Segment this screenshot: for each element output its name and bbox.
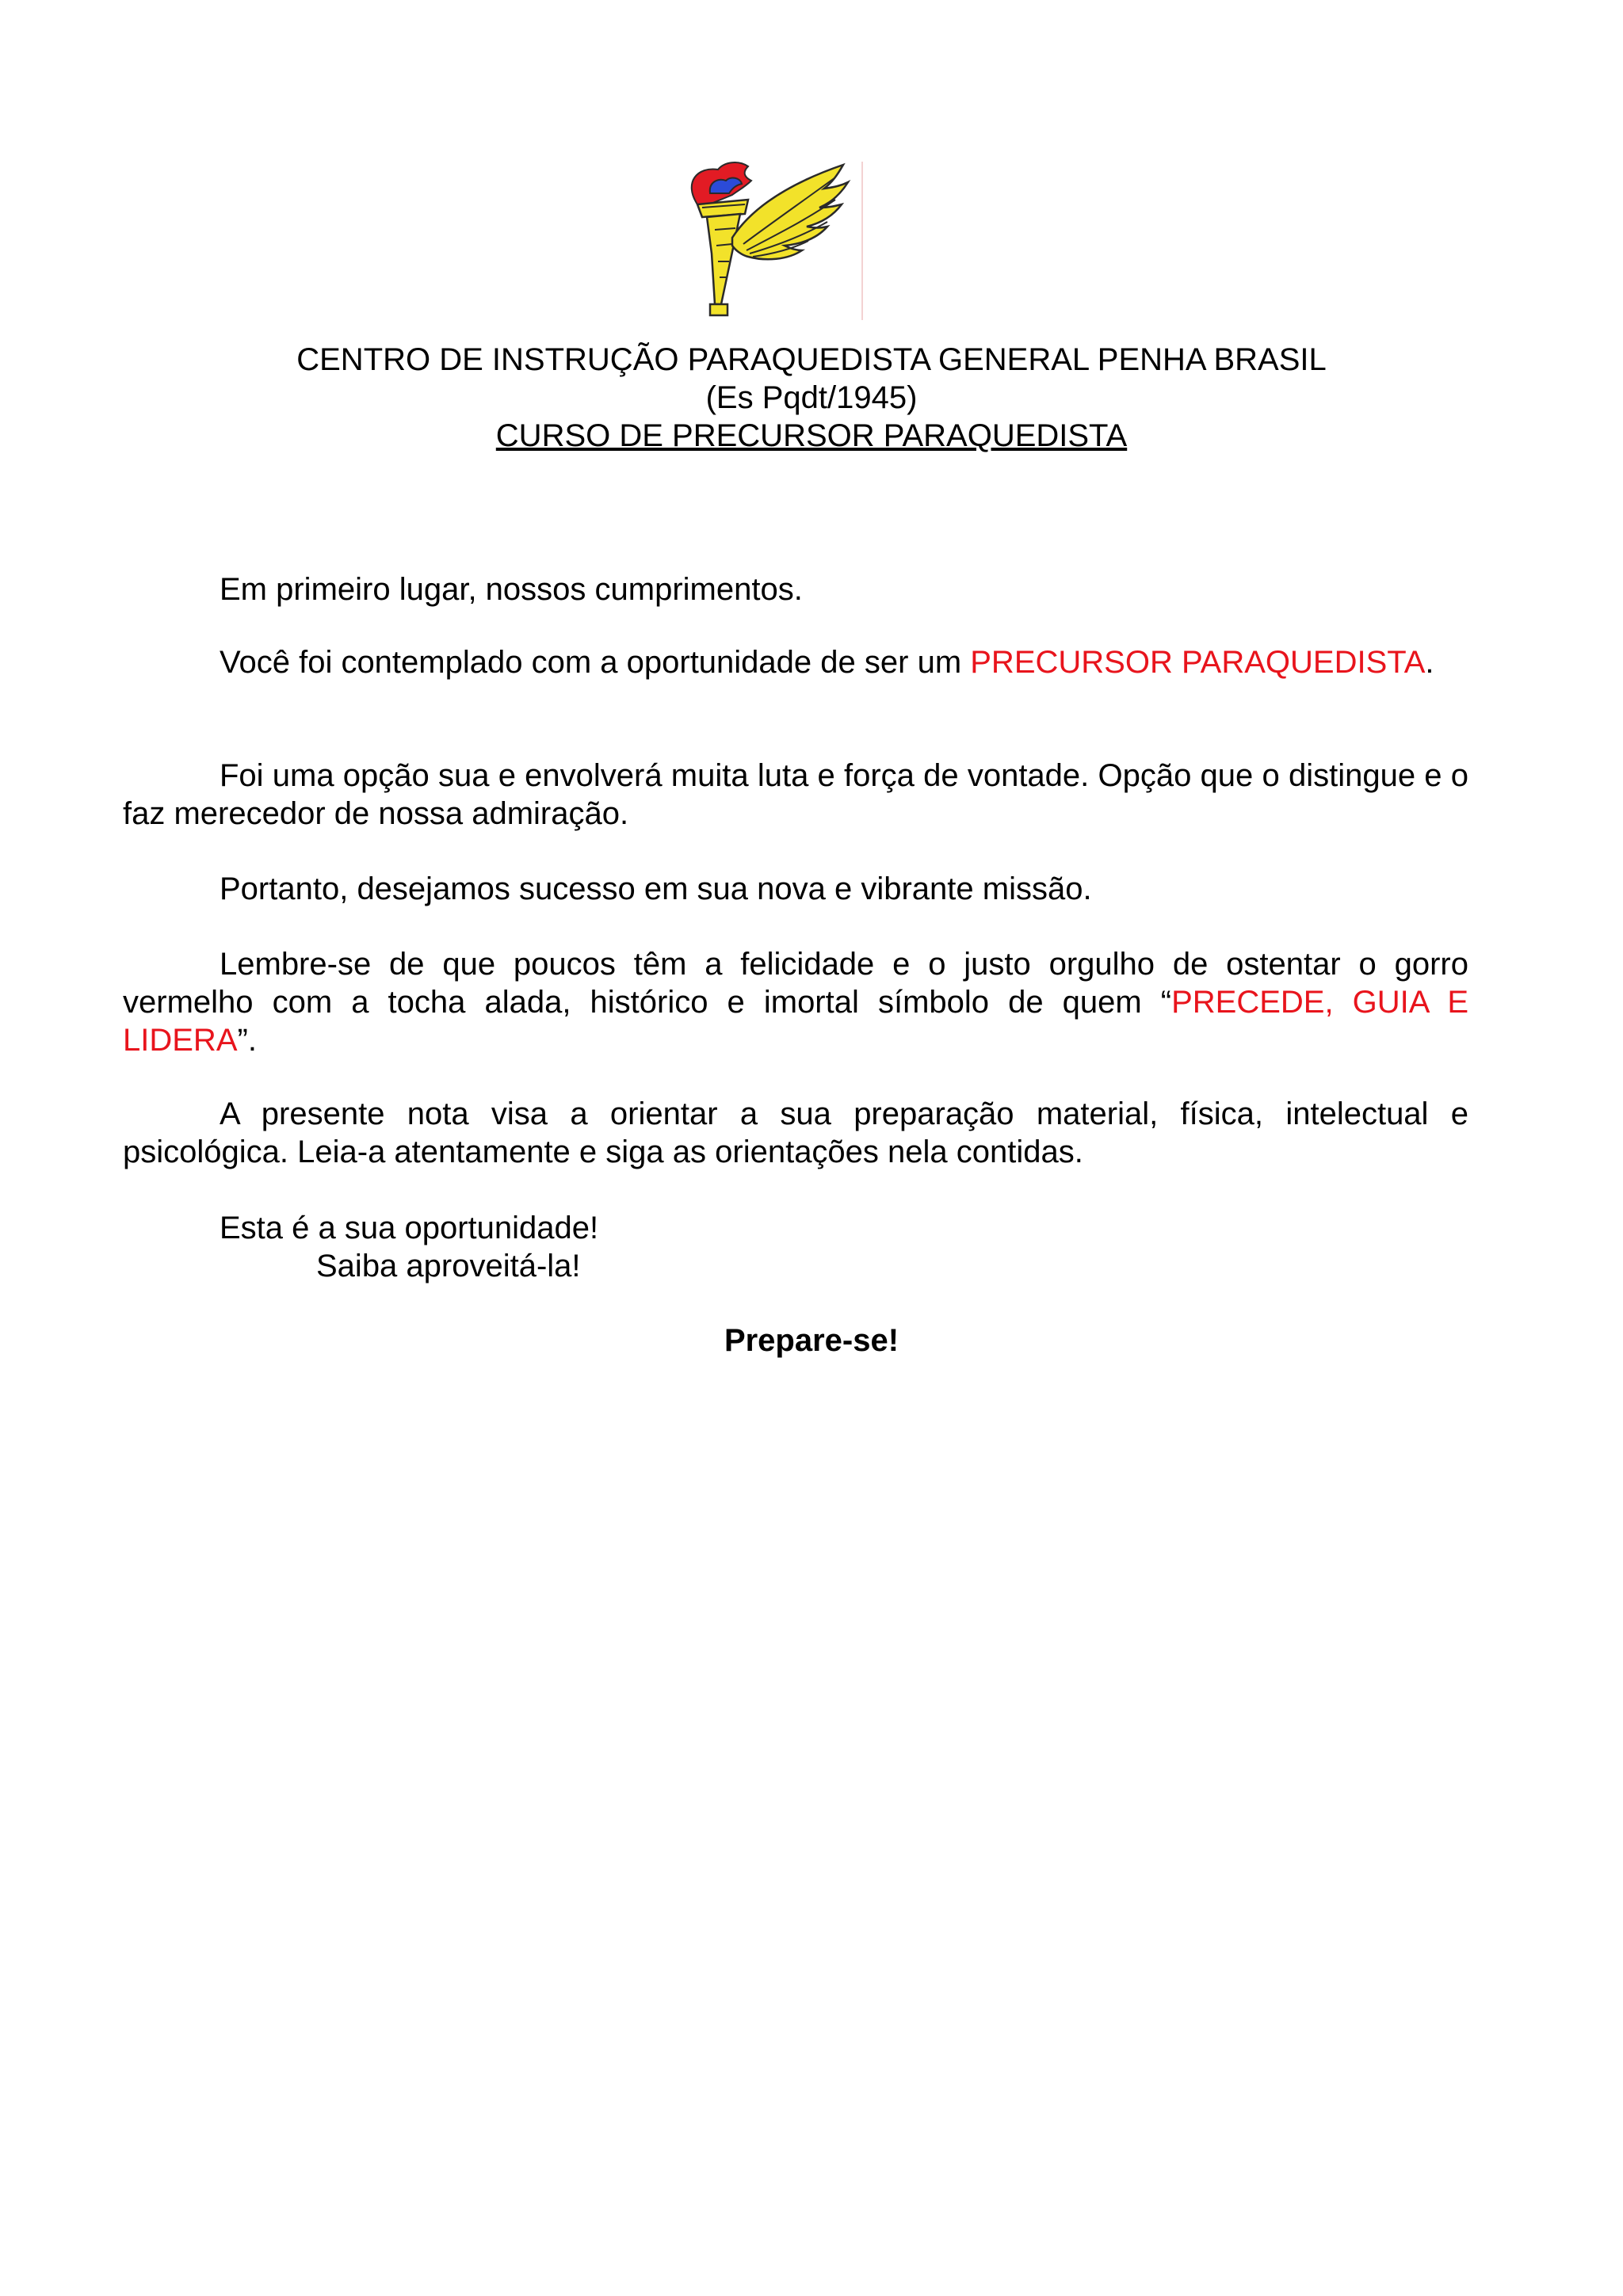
paragraph-greeting: Em primeiro lugar, nossos cumprimentos. [220, 572, 803, 607]
institution-title: CENTRO DE INSTRUÇÃO PARAQUEDISTA GENERAL PENHA BRASIL [296, 342, 1327, 377]
signoff-line-2: Saiba aproveitá-la! [316, 1249, 581, 1283]
paragraph-opportunity-text: Você foi contemplado com a oportunidade de ser um [220, 645, 971, 680]
winged-torch-icon [666, 158, 872, 325]
paragraph-remember [123, 945, 1468, 1059]
paragraph-remember-text: Lembre-se de que poucos têm a felicidade e o justo orgulho de ostentar o gorro vermelho com a tocha alada, histórico e imortal símbolo de quem “ [123, 947, 1468, 1020]
course-title: CURSO DE PRECURSOR PARAQUEDISTA [495, 418, 1128, 453]
paragraph-remember-end: ”. [237, 1023, 257, 1058]
institution-subtitle: (Es Pqdt/1945) [705, 380, 918, 415]
logo-divider-line [861, 162, 863, 320]
paragraph-opportunity [123, 643, 1468, 681]
paragraph-choice: Foi uma opção sua e envolverá muita luta e força de vontade. Opção que o distingue e o faz merecedor de nossa admiração. [123, 758, 1468, 831]
highlight-precursor-paraquedista: PRECURSOR PARAQUEDISTA [970, 645, 1426, 680]
closing-exhortation: Prepare-se! [724, 1323, 899, 1358]
document-header [0, 341, 1623, 455]
signoff-line-1: Esta é a sua oportunidade! [220, 1211, 599, 1245]
paragraph-purpose: A presente nota visa a orientar a sua preparação material, física, intelectual e psicológica. Leia-a atentamente e siga as orientações nela contidas. [123, 1097, 1468, 1169]
highlight-motto: PRECEDE, GUIA E LIDERA [123, 985, 1469, 1058]
paragraph-opportunity-end: . [1425, 645, 1434, 680]
paragraph-success: Portanto, desejamos sucesso em sua nova e vibrante missão. [220, 871, 1092, 906]
